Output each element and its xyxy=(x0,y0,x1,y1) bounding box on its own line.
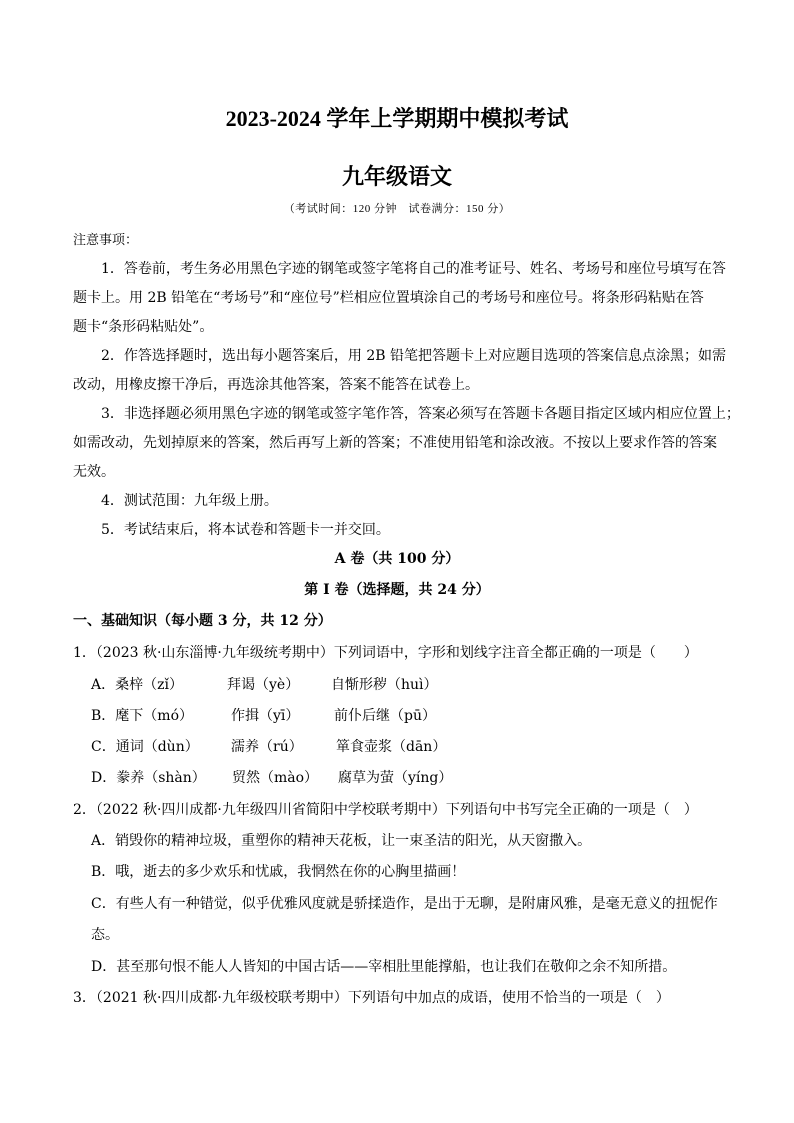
part-1-heading: 第 I 卷（选择题，共 24 分） xyxy=(304,582,490,598)
q2-option-d: D．甚至那句恨不能人人皆知的中国古话——宰相肚里能撑船，也让我们在敬仰之余不知所措。 xyxy=(91,959,677,975)
q1-option-a-word-1: A．桑梓（zǐ） xyxy=(91,677,183,693)
notice-item-5: 5．考试结束后，将本试卷和答题卡一并交回。 xyxy=(101,522,390,538)
basic-knowledge-heading: 一、基础知识（每小题 3 分，共 12 分） xyxy=(73,613,332,629)
q1-option-b-word-2: 作揖（yī） xyxy=(231,708,300,724)
q1-option-c-word-1: C．通词（dùn） xyxy=(91,739,199,755)
q2-option-c-line-1: C．有些人有一种错觉，似乎优雅风度就是骄揉造作，是出于无聊，是附庸风雅，是毫无意义的扭怩作 xyxy=(91,896,718,912)
subject-title: 九年级语文 xyxy=(341,164,452,189)
exam-info: （考试时间：120 分钟 试卷满分：150 分） xyxy=(283,203,511,215)
q1-option-d-word-2: 贸然（mào） xyxy=(232,770,319,786)
q2-option-b: B．哦，逝去的多少欢乐和忧戚，我惘然在你的心胸里描画！ xyxy=(91,864,466,880)
notice-heading: 注意事项： xyxy=(73,233,139,248)
q1-option-a-word-3: 自惭形秽（huì） xyxy=(331,677,438,693)
question-3-stem: 3．（2021 秋·四川成都·九年级校联考期中）下列语句中加点的成语，使用不恰当的一项是（ ） xyxy=(73,990,670,1006)
q1-option-d-word-1: D．豢养（shàn） xyxy=(91,770,206,786)
q2-option-a: A．销毁你的精神垃圾，重塑你的精神天花板，让一束圣洁的阳光，从天窗撒入。 xyxy=(91,833,592,849)
notice-item-1-line-3: 题卡“条形码粘贴处”。 xyxy=(73,319,214,335)
q1-option-a-word-2: 拜谒（yè） xyxy=(227,677,300,693)
q1-option-b-word-3: 前仆后继（pū） xyxy=(334,708,436,724)
q1-option-c-word-2: 濡养（rú） xyxy=(231,739,303,755)
notice-item-2-line-2: 改动，用橡皮擦干净后，再选涂其他答案，答案不能答在试卷上。 xyxy=(73,377,479,393)
question-2-stem: 2．（2022 秋·四川成都·九年级四川省简阳中学校联考期中）下列语句中书写完全正确的一项是（ ） xyxy=(73,802,698,818)
q1-option-d-word-3: 腐草为萤（yíng） xyxy=(338,770,453,786)
part-a-heading: A 卷（共 100 分） xyxy=(334,551,460,567)
exam-title: 2023-2024 学年上学期期中模拟考试 xyxy=(225,106,569,131)
notice-item-3-line-2: 如需改动，先划掉原来的答案，然后再写上新的答案；不准使用铅笔和涂改液。不按以上要求作答的答案 xyxy=(73,435,717,451)
question-1-stem: 1．（2023 秋·山东淄博·九年级统考期中）下列词语中，字形和划线字注音全都正确的一项是（ ） xyxy=(73,645,698,661)
notice-item-3-line-1: 3．非选择题必须用黑色字迹的钢笔或签字笔作答，答案必须写在答题卡各题目指定区域内相应位置上； xyxy=(101,406,740,422)
notice-item-2-line-1: 2．作答选择题时，选出每小题答案后，用 2B 铅笔把答题卡上对应题目选项的答案信息点涂黑；如需 xyxy=(101,348,727,364)
q2-option-c-line-2: 态。 xyxy=(91,927,119,943)
q1-option-b-word-1: B．麾下（mó） xyxy=(91,708,193,724)
q1-option-c-word-3: 箪食壶浆（dān） xyxy=(336,739,447,755)
notice-item-3-line-3: 无效。 xyxy=(73,464,115,480)
notice-item-1-line-1: 1．答卷前，考生务必用黑色字迹的钢笔或签字笔将自己的准考证号、姓名、考场号和座位号填写在答 xyxy=(101,261,726,277)
notice-item-4: 4．测试范围：九年级上册。 xyxy=(101,493,278,509)
notice-item-1-line-2: 题卡上。用 2B 铅笔在“考场号”和“座位号”栏相应位置填涂自己的考场号和座位号。将条形码粘贴在答 xyxy=(73,290,704,306)
